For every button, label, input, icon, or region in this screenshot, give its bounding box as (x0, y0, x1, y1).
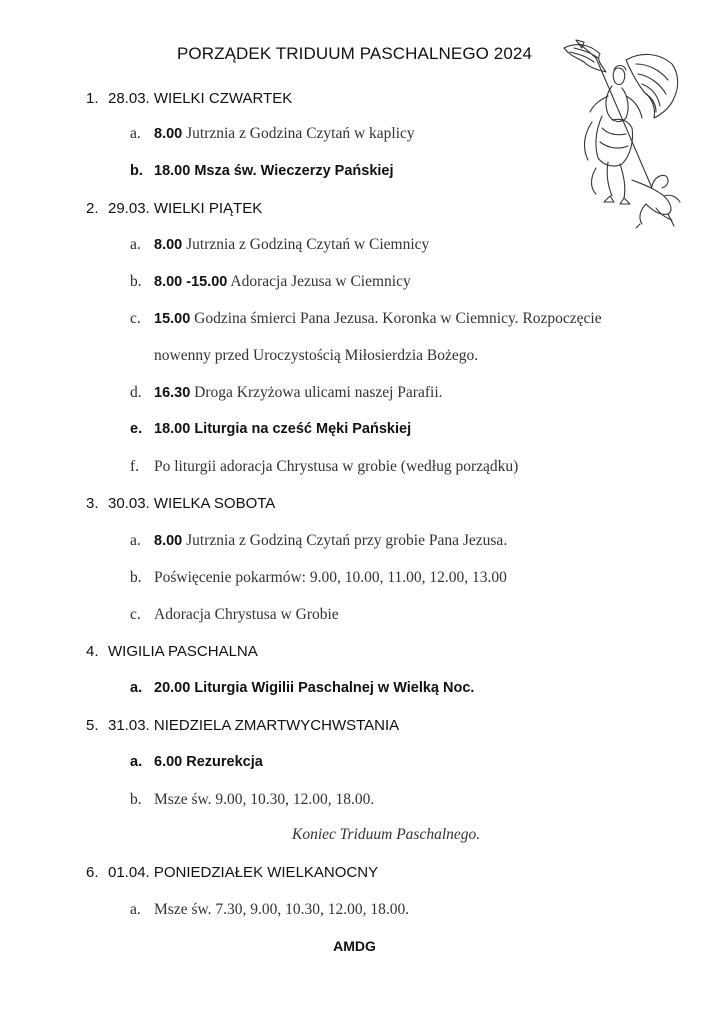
item-text: Jutrznia z Godziną Czytań w Ciemnicy (182, 236, 430, 253)
item-time: 15.00 (154, 311, 191, 327)
item-text: 18.00 Msza św. Wieczerzy Pańskiej (154, 163, 394, 179)
archangel-michael-icon (556, 38, 684, 230)
item-text: Jutrznia z Godzina Czytań w kaplicy (182, 125, 415, 142)
list-item (130, 458, 518, 476)
section-title: 28.03. WIELKI CZWARTEK (108, 90, 293, 107)
list-item (130, 163, 394, 179)
section-heading (86, 495, 275, 512)
item-text: Poświęcenie pokarmów: 9.00, 10.00, 11.00, 12.00, 13.00 (154, 569, 507, 586)
item-time: 16.30 (154, 385, 191, 401)
item-text: Jutrznia z Godziną Czytań przy grobie Pana Jezusa. (182, 532, 508, 549)
item-time: 8.00 (154, 237, 183, 253)
section-title: 29.03. WIELKI PIĄTEK (108, 200, 263, 217)
item-text: Adoracja Jezusa w Ciemnicy (227, 273, 411, 290)
section-title: 01.04. PONIEDZIAŁEK WIELKANOCNY (108, 864, 379, 881)
item-letter: d. (130, 384, 142, 401)
list-item (130, 901, 409, 919)
section-number: 5. (86, 717, 99, 734)
item-letter: a. (130, 236, 141, 253)
item-letter: c. (130, 310, 141, 327)
item-time: 8.00 -15.00 (154, 274, 228, 290)
item-time: 8.00 (154, 126, 183, 142)
item-text: Msze św. 9.00, 10.30, 12.00, 18.00. (154, 791, 375, 808)
item-letter: b. (130, 791, 142, 808)
list-item (130, 421, 411, 437)
section-heading (86, 864, 378, 881)
list-item (130, 125, 415, 143)
footer-amdg: AMDG (333, 938, 376, 954)
list-item (130, 384, 443, 402)
section-heading (86, 200, 262, 217)
item-text: Godzina śmierci Pana Jezusa. Koronka w Ciemnicy. Rozpoczęcie (190, 310, 602, 327)
list-item (130, 680, 474, 696)
section-number: 1. (86, 90, 99, 107)
item-letter: a. (130, 901, 141, 918)
item-letter: f. (130, 458, 140, 475)
list-item (130, 273, 411, 291)
item-letter: a. (130, 754, 143, 770)
section-title: 31.03. NIEDZIELA ZMARTWYCHWSTANIA (108, 717, 400, 734)
item-text: Msze św. 7.30, 9.00, 10.30, 12.00, 18.00. (154, 901, 410, 918)
list-item (130, 236, 429, 254)
item-letter: a. (130, 680, 143, 696)
page-title: PORZĄDEK TRIDUUM PASCHALNEGO 2024 (176, 44, 533, 63)
item-text: Po liturgii adoracja Chrystusa w grobie (według porządku) (154, 458, 519, 475)
item-letter: b. (130, 569, 142, 586)
item-letter: a. (130, 125, 141, 142)
section-heading (86, 717, 399, 734)
item-text: 6.00 Rezurekcja (154, 754, 263, 770)
item-continuation: nowenny przed Uroczystością Miłosierdzia Bożego. (154, 347, 479, 364)
section-number: 6. (86, 864, 99, 881)
section-heading (86, 643, 258, 660)
item-letter: b. (130, 273, 142, 290)
section-number: 2. (86, 200, 99, 217)
item-text: Droga Krzyżowa ulicami naszej Parafii. (190, 384, 443, 401)
list-item (130, 754, 263, 770)
item-letter: b. (130, 163, 143, 179)
list-item (130, 310, 602, 328)
section-title: WIGILIA PASCHALNA (108, 643, 258, 660)
section-heading (86, 90, 292, 107)
item-time: 8.00 (154, 533, 183, 549)
item-text: 20.00 Liturgia Wigilii Paschalnej w Wielką Noc. (154, 680, 475, 696)
section-number: 4. (86, 643, 99, 660)
closing-note: Koniec Triduum Paschalnego. (292, 826, 481, 843)
item-letter: e. (130, 421, 143, 437)
list-item (130, 532, 507, 550)
list-item (130, 791, 374, 809)
item-text: 18.00 Liturgia na cześć Męki Pańskiej (154, 421, 412, 437)
item-letter: c. (130, 606, 141, 623)
list-item (130, 569, 507, 587)
item-letter: a. (130, 532, 141, 549)
list-item (130, 606, 339, 624)
item-text: Adoracja Chrystusa w Grobie (154, 606, 339, 623)
section-number: 3. (86, 495, 99, 512)
section-title: 30.03. WIELKA SOBOTA (108, 495, 276, 512)
